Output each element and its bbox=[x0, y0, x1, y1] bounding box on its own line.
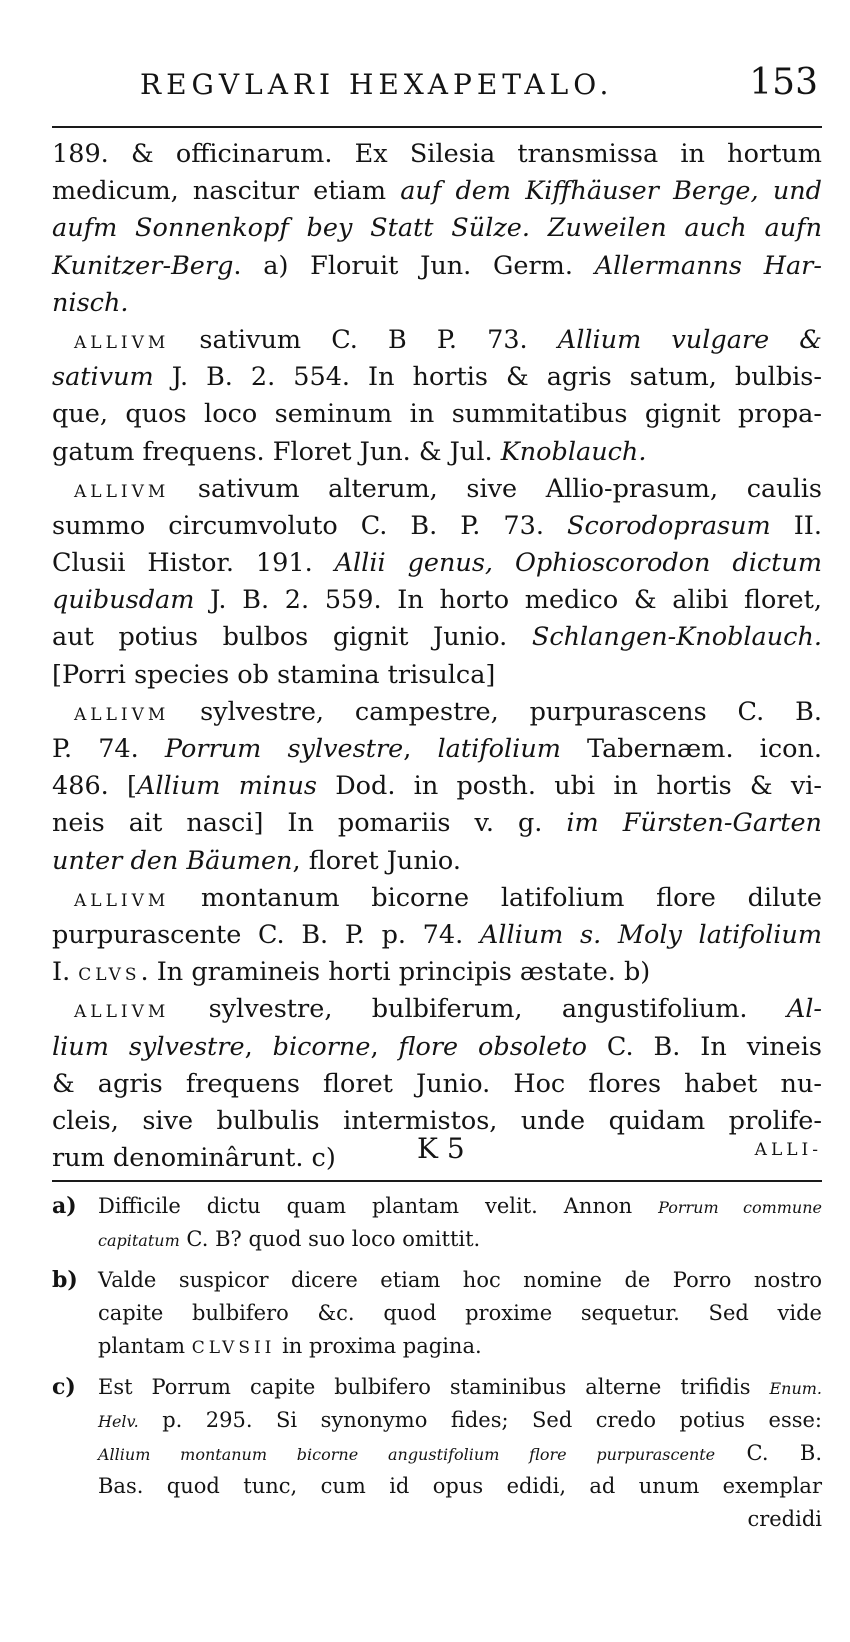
text-run: sativum C. B P. 73. bbox=[169, 324, 558, 355]
text-run: , bbox=[403, 734, 438, 764]
footnote-label: a) bbox=[52, 1193, 77, 1219]
italic-term: Scorodoprasum bbox=[566, 510, 771, 541]
italic-term: aufm Sonnenkopf bey Statt Sülze. Zuweilen auch aufn bbox=[52, 213, 822, 244]
text-run: Bas. quod tunc, cum id opus edidi, ad unum exemplar bbox=[98, 1474, 822, 1498]
text-run: . a) Floruit Jun. Germ. bbox=[233, 250, 595, 281]
italic-term: Allium vulgare & bbox=[557, 324, 822, 355]
text-run: cleis, sive bulbulis intermistos, unde quidam prolife- bbox=[52, 1105, 822, 1136]
small-caps-term: CLVS bbox=[78, 965, 141, 986]
page-number: 153 bbox=[749, 62, 818, 103]
italic-term: Allium minus bbox=[136, 771, 317, 802]
italic-term: Kunitzer-Berg bbox=[52, 250, 234, 281]
text-line bbox=[52, 991, 822, 1028]
italic-term: nisch. bbox=[52, 287, 129, 318]
text-run: P. 74. bbox=[52, 734, 165, 764]
text-line bbox=[52, 285, 822, 322]
text-line bbox=[52, 545, 822, 582]
italic-term: Enum. bbox=[769, 1379, 822, 1398]
small-caps-term: ALLIVM bbox=[74, 890, 170, 911]
text-run: Clusii Histor. 191. bbox=[52, 548, 335, 579]
footnote-label: c) bbox=[52, 1374, 76, 1400]
italic-term: flore obsoleto bbox=[398, 1031, 587, 1062]
text-run: J. B. 2. 559. In horto medico & alibi floret, bbox=[194, 585, 822, 616]
footnote bbox=[52, 1371, 822, 1536]
footnote-line bbox=[98, 1330, 822, 1363]
text-run: 189. & officinarum. Ex Silesia transmissa in hortum bbox=[52, 139, 822, 169]
italic-term: quibusdam bbox=[52, 585, 195, 616]
text-line bbox=[52, 657, 822, 694]
text-run: sativum alterum, sive Allio-prasum, caulis bbox=[169, 473, 822, 504]
italic-term: Al- bbox=[786, 994, 822, 1025]
text-line bbox=[52, 768, 822, 805]
footnote-line bbox=[98, 1223, 822, 1256]
text-run: neis ait nasci] In pomariis v. g. bbox=[52, 808, 567, 839]
text-run: rum denominârunt. c) bbox=[52, 1143, 336, 1174]
footnote-line bbox=[98, 1437, 822, 1470]
small-caps-term: ALLIVM bbox=[74, 332, 170, 353]
italic-term: Helv. bbox=[98, 1412, 139, 1431]
running-head bbox=[140, 62, 820, 108]
footnote bbox=[52, 1190, 822, 1256]
text-run: 486. [ bbox=[52, 771, 137, 802]
italic-term: Allium montanum bicorne angustifolium flore purpurascente bbox=[98, 1445, 716, 1464]
text-line bbox=[52, 805, 822, 842]
text-run: , bbox=[244, 1031, 273, 1062]
text-line bbox=[52, 731, 822, 768]
text-line bbox=[52, 508, 822, 545]
text-line bbox=[52, 1066, 822, 1103]
header-rule bbox=[52, 126, 822, 128]
italic-term: unter den Bäumen bbox=[52, 845, 293, 876]
small-caps-term: CLVSII bbox=[191, 1338, 276, 1358]
footnote-line bbox=[98, 1404, 822, 1437]
text-line bbox=[52, 173, 822, 210]
italic-term: auf dem Kiffhäuser Berge, und bbox=[400, 176, 822, 207]
text-line bbox=[52, 619, 822, 656]
catchword: ALLI- bbox=[754, 1140, 822, 1160]
text-run: aut potius bulbos gignit Junio. bbox=[52, 622, 532, 653]
italic-term: capitatum bbox=[98, 1231, 180, 1250]
text-line bbox=[52, 471, 822, 508]
paragraph bbox=[52, 471, 822, 694]
italic-term: Porrum commune bbox=[658, 1198, 822, 1217]
text-line bbox=[52, 136, 822, 173]
italic-term: Allii genus, Ophioscorodon dictum bbox=[334, 548, 822, 579]
italic-term: Knoblauch. bbox=[500, 436, 647, 467]
text-run: montanum bicorne latifolium flore dilute bbox=[169, 882, 822, 913]
text-line bbox=[52, 1029, 822, 1066]
text-run: II. bbox=[770, 510, 822, 541]
text-run: plantam bbox=[98, 1334, 192, 1358]
text-run: Difficile dictu quam plantam velit. Annon bbox=[98, 1194, 659, 1218]
small-caps-term: ALLIVM bbox=[74, 481, 170, 502]
footnote-line bbox=[98, 1264, 822, 1297]
italic-term: im Fürsten-Garten bbox=[566, 808, 822, 839]
text-line bbox=[52, 322, 822, 359]
main-text bbox=[52, 136, 822, 1177]
text-line bbox=[52, 880, 822, 917]
italic-term: latifolium bbox=[437, 734, 561, 764]
footnotes bbox=[52, 1190, 822, 1544]
text-run: purpurascente C. B. P. p. 74. bbox=[52, 919, 480, 950]
text-line bbox=[52, 434, 822, 471]
text-run: sylvestre, campestre, purpurascens C. B. bbox=[169, 696, 822, 727]
text-line bbox=[52, 359, 822, 396]
text-run: J. B. 2. 554. In hortis & agris satum, bulbis- bbox=[153, 362, 822, 393]
text-run: & agris frequens floret Junio. Hoc flores habet nu- bbox=[52, 1068, 822, 1099]
text-run: gatum frequens. Floret Jun. & Jul. bbox=[52, 436, 501, 467]
text-run: , bbox=[370, 1031, 399, 1062]
text-run: credidi bbox=[747, 1507, 822, 1531]
italic-term: Allermanns Har- bbox=[594, 250, 822, 281]
italic-term: Allium s. Moly latifolium bbox=[479, 919, 823, 950]
footnote bbox=[52, 1264, 822, 1363]
footnote-line bbox=[98, 1470, 822, 1503]
text-run: Dod. in posth. ubi in hortis & vi- bbox=[316, 771, 823, 802]
text-line bbox=[52, 843, 822, 880]
text-run: Est Porrum capite bulbifero staminibus alterne trifidis bbox=[98, 1375, 770, 1399]
text-line bbox=[52, 582, 822, 619]
text-line bbox=[52, 248, 822, 285]
text-line bbox=[52, 210, 822, 247]
italic-term: Schlangen-Knoblauch. bbox=[531, 622, 822, 653]
small-caps-term: ALLIVM bbox=[74, 1002, 170, 1023]
italic-term: bicorne bbox=[272, 1031, 371, 1062]
text-line bbox=[52, 396, 822, 433]
text-run: I. bbox=[52, 957, 79, 988]
text-run: que, quos loco seminum in summitatibus gignit propa- bbox=[52, 399, 822, 430]
text-run: C. B? quod suo loco omittit. bbox=[179, 1227, 481, 1251]
paragraph bbox=[52, 880, 822, 992]
paragraph bbox=[52, 322, 822, 471]
italic-term: Porrum sylvestre bbox=[164, 734, 404, 764]
text-run: capite bulbifero &c. quod proxime sequetur. Sed vide bbox=[98, 1301, 822, 1325]
text-run: C. B. In vineis bbox=[587, 1031, 823, 1062]
footnote-line bbox=[98, 1297, 822, 1330]
text-run: [Porri species ob stamina trisulca] bbox=[52, 659, 496, 690]
paragraph bbox=[52, 694, 822, 880]
text-run: summo circumvoluto C. B. P. 73. bbox=[52, 510, 567, 541]
small-caps-term: ALLIVM bbox=[74, 704, 170, 725]
text-run: medicum, nascitur etiam bbox=[52, 176, 401, 207]
italic-term: sativum bbox=[52, 362, 154, 393]
signature-mark: K 5 bbox=[417, 1132, 465, 1165]
footnote-line bbox=[98, 1503, 822, 1536]
footnote-label: b) bbox=[52, 1267, 78, 1293]
footnote-line bbox=[98, 1371, 822, 1404]
text-line bbox=[52, 694, 822, 731]
italic-term: lium sylvestre bbox=[52, 1031, 245, 1062]
running-title: REGVLARI HEXAPETALO. bbox=[140, 68, 614, 101]
footnote-rule bbox=[52, 1180, 822, 1182]
text-run: sylvestre, bulbiferum, angustifolium. bbox=[169, 994, 787, 1025]
signature-row bbox=[52, 1132, 822, 1172]
footnote-line bbox=[98, 1190, 822, 1223]
text-run: Valde suspicor dicere etiam hoc nomine de Porro nostro bbox=[98, 1268, 822, 1292]
text-line bbox=[52, 917, 822, 954]
text-line bbox=[52, 954, 822, 991]
text-run: C. B. bbox=[715, 1441, 823, 1465]
text-run: p. 295. Si synonymo fides; Sed credo potius esse: bbox=[138, 1408, 822, 1432]
text-run: . In gramineis horti principis æstate. b) bbox=[140, 957, 651, 988]
text-run: Tabernæm. icon. bbox=[560, 734, 823, 764]
text-run: in proxima pagina. bbox=[275, 1334, 482, 1358]
text-run: , floret Junio. bbox=[292, 845, 461, 876]
paragraph bbox=[52, 136, 822, 322]
